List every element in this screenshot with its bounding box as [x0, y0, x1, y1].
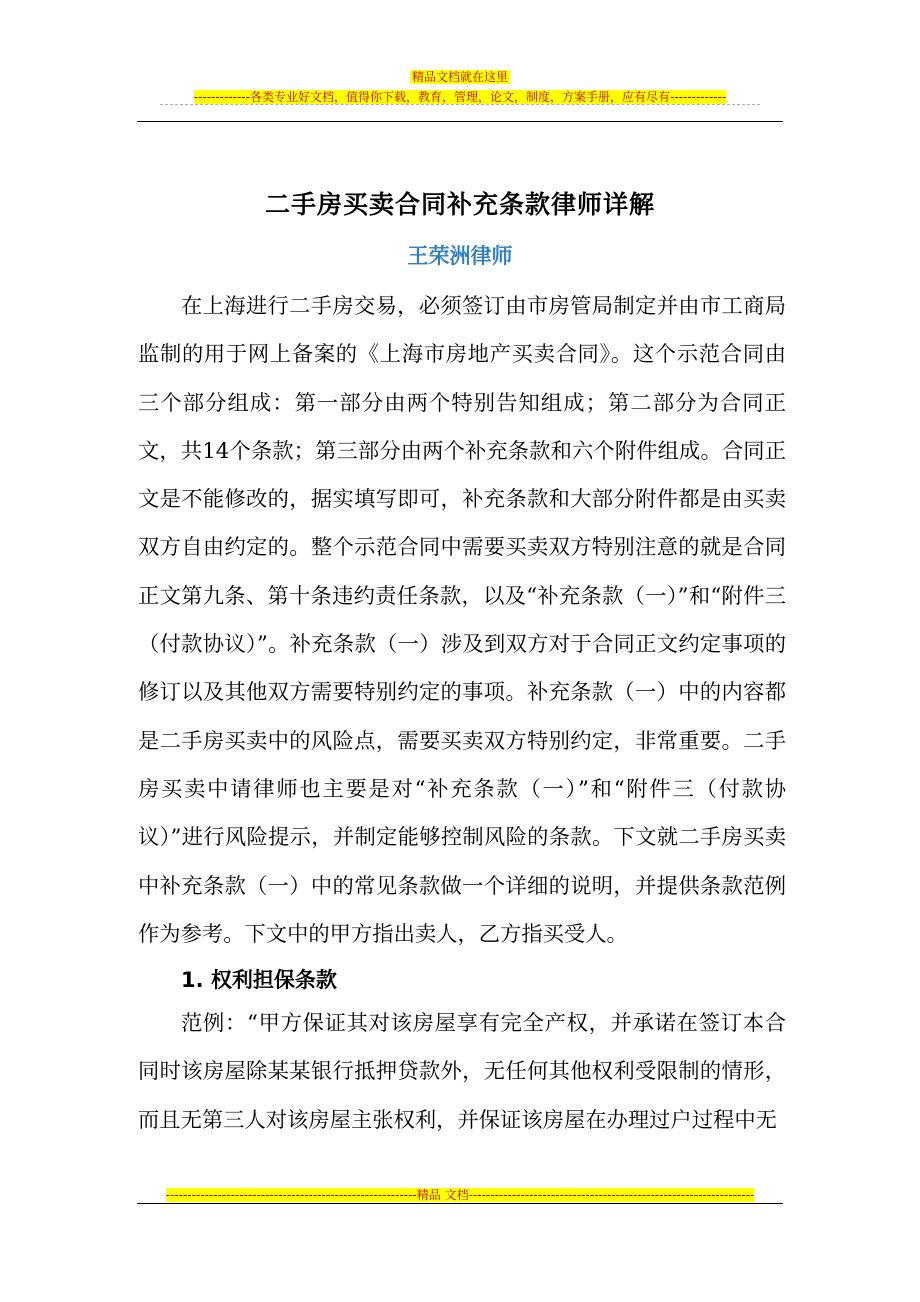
header-dashed-divider [160, 104, 760, 105]
header-banner-text: -------------各类专业好文档，值得你下载，教育，管理，论文，制度，方案手册，应有尽有------------- [193, 90, 727, 104]
footer-banner [0, 1184, 920, 1203]
body-paragraph-example: 范例：“甲方保证其对该房屋享有完全产权，并承诺在签订本合同时该房屋除某某银行抵押贷款外，无任何其他权利受限制的情形，而且无第三人对该房屋主张权利，并保证该房屋在办理过户过程中无 [138, 1011, 786, 1133]
header-top-label [0, 66, 920, 85]
footer-banner-text: ----------------------------------------------------------精品 文档------------------------------------------------------------------ [165, 1188, 755, 1202]
section-heading-1: 1. 权利担保条款 [181, 968, 337, 992]
body-paragraph-intro: 在上海进行二手房交易，必须签订由市房管局制定并由市工商局监制的用于网上备案的《上海市房地产买卖合同》。这个示范合同由三个部分组成：第一部分由两个特别告知组成；第二部分为合同正文，共14个条款；第三部分由两个补充条款和六个附件组成。合同正文是不能修改的，据实填写即可，补充条款和大部分附件都是由买卖双方自由约定的。整个示范合同中需要买卖双方特别注意的就是合同正文第九条、第十条违约责任条款，以及“补充条款（一）”和“附件三（付款协议）”。补充条款（一）涉及到双方对于合同正文约定事项的修订以及其他双方需要特别约定的事项。补充条款（一）中的内容都是二手房买卖中的风险点，需要买卖双方特别约定，非常重要。二手房买卖中请律师也主要是对“补充条款（一）”和“附件三（付款协议）”进行风险提示，并制定能够控制风险的条款。下文就二手房买卖中补充条款（一）中的常见条款做一个详细的说明，并提供条款范例作为参考。下文中的甲方指出卖人，乙方指买受人。 [138, 294, 786, 947]
document-author: 王荣洲律师 [407, 244, 513, 268]
header-top-text: 精品文档就在这里 [411, 70, 508, 84]
header-banner [0, 86, 920, 105]
document-title: 二手房买卖合同补充条款律师详解 [264, 189, 655, 219]
footer-rule [137, 1203, 783, 1204]
header-rule [137, 121, 783, 122]
